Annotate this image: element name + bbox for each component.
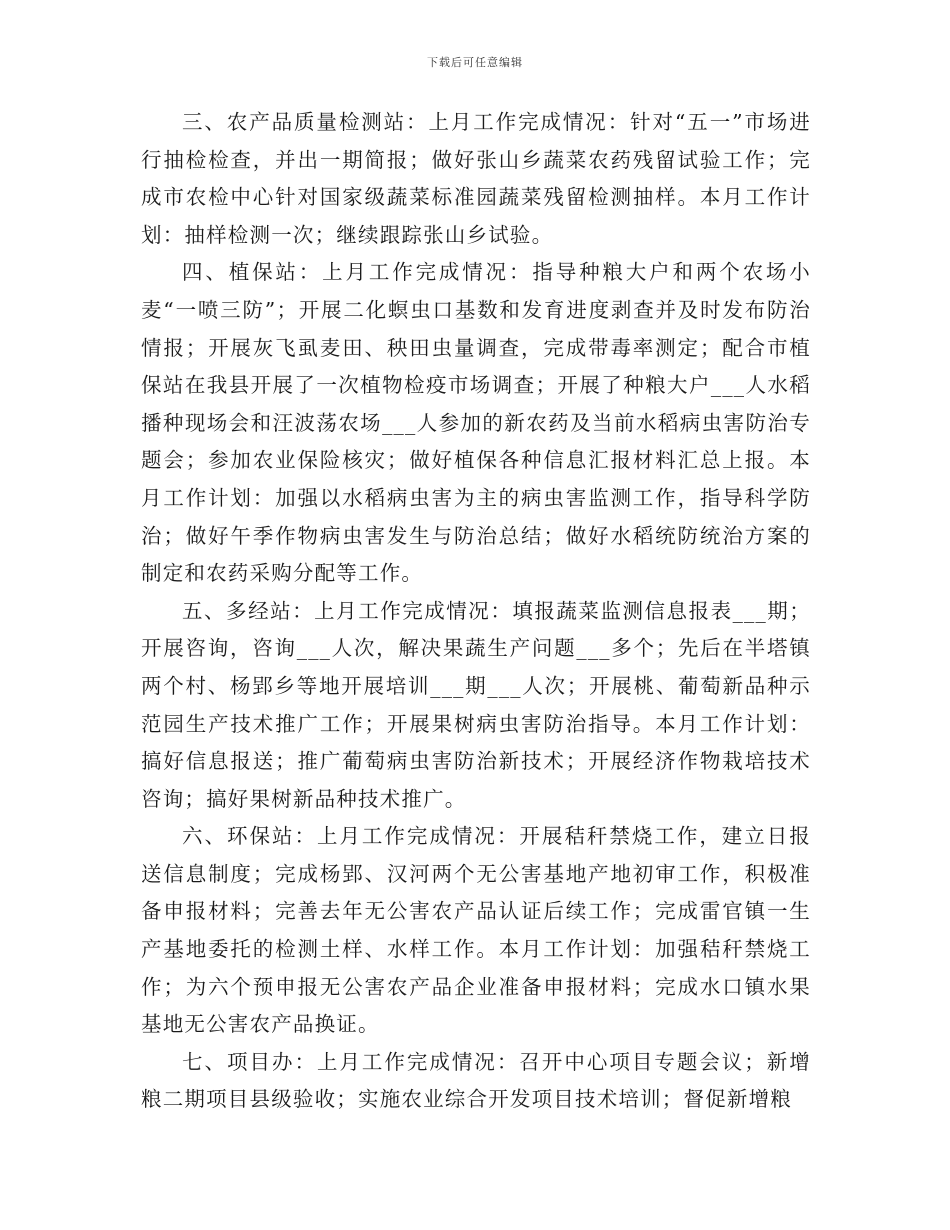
paragraph-project-office: 七、项目办：上月工作完成情况：召开中心项目专题会议；新增粮二期项目县级验收；实施农业综合开发项目技术培训；督促新增粮	[141, 1049, 811, 1112]
paragraph-plant-protection-station: 四、植保站：上月工作完成情况：指导种粮大户和两个农场小麦“一喷三防”；开展二化螟虫口基数和发育进度剥查并及时发布防治情报；开展灰飞虱麦田、秧田虫量调查，完成带毒率测定；配合市植保站在我县开展了一次植物检疫市场调查；开展了种粮大户___人水稻播种现场会和汪波荡农场___人参加的新农药及当前水稻病虫害防治专题会；参加农业保险核灾；做好植保各种信息汇报材料汇总上报。本月工作计划：加强以水稻病虫害为主的病虫害监测工作，指导科学防治；做好午季作物病虫害发生与防治总结；做好水稻统防统治方案的制定和农药采购分配等工作。	[141, 260, 811, 586]
paragraph-quality-inspection-station: 三、农产品质量检测站：上月工作完成情况：针对“五一”市场进行抽检检查，并出一期简报；做好张山乡蔬菜农药残留试验工作；完成市农检中心针对国家级蔬菜标准园蔬菜残留检测抽样。本月工作计划：抽样检测一次；继续跟踪张山乡试验。	[141, 110, 811, 247]
paragraph-diversified-economy-station: 五、多经站：上月工作完成情况：填报蔬菜监测信息报表___期；开展咨询，咨询___人次，解决果蔬生产问题___多个；先后在半塔镇两个村、杨郢乡等地开展培训___期___人次；开展桃、葡萄新品种示范园生产技术推广工作；开展果树病虫害防治指导。本月工作计划：搞好信息报送；推广葡萄病虫害防治新技术；开展经济作物栽培技术咨询；搞好果树新品种技术推广。	[141, 598, 811, 811]
document-body	[141, 104, 811, 1119]
page-header-note: 下载后可任意编辑	[427, 56, 523, 69]
paragraph-environmental-station: 六、环保站：上月工作完成情况：开展秸秆禁烧工作，建立日报送信息制度；完成杨郢、汉河两个无公害基地产地初审工作，积极准备申报材料；完善去年无公害农产品认证后续工作；完成雷官镇一生产基地委托的检测土样、水样工作。本月工作计划：加强秸秆禁烧工作；为六个预申报无公害农产品企业准备申报材料；完成水口镇水果基地无公害农产品换证。	[141, 824, 811, 1037]
